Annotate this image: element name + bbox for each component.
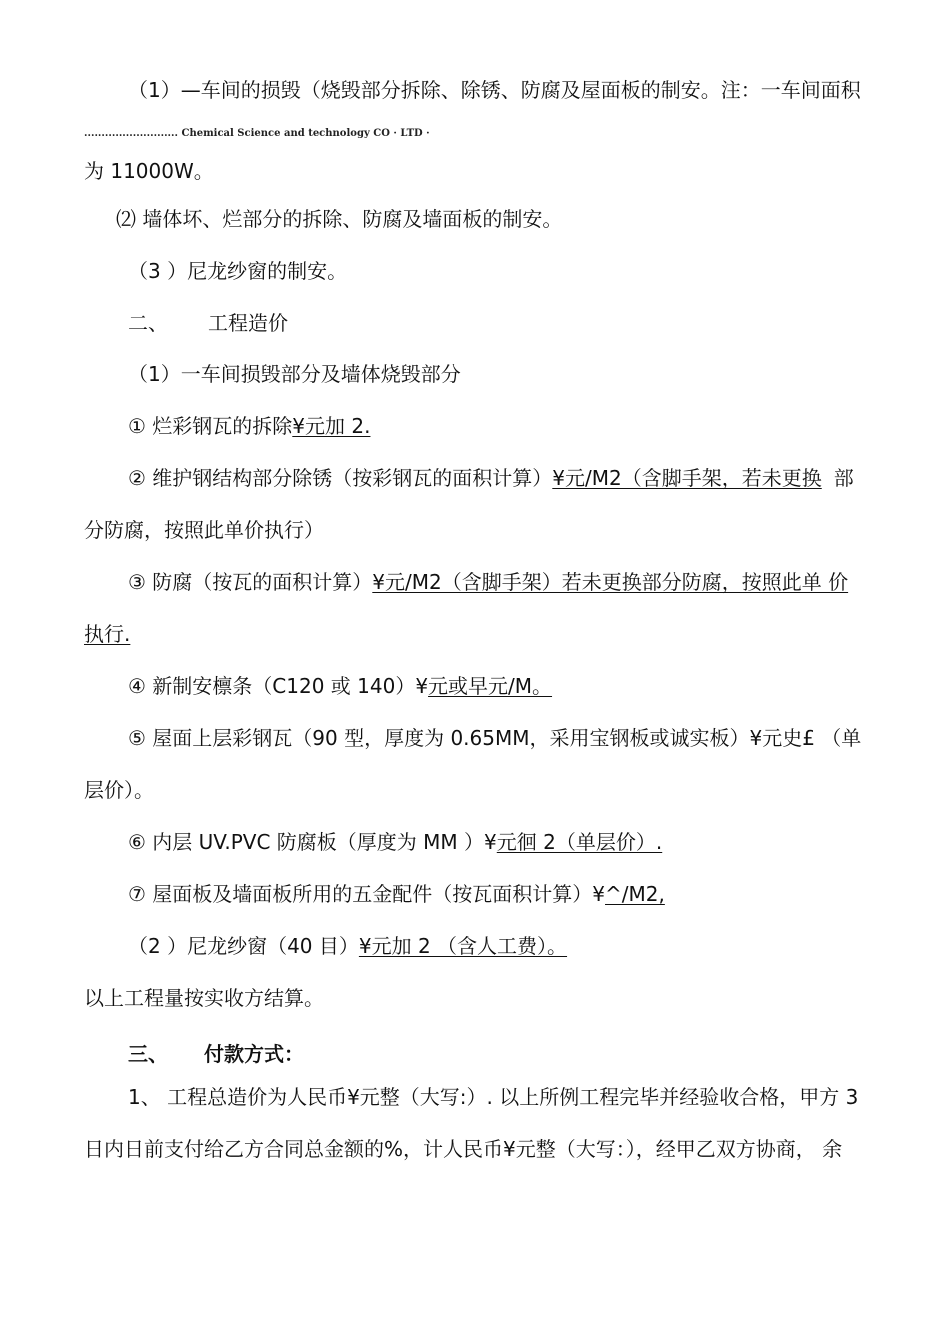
price-item [128,569,848,595]
item-text: ① 烂彩钢瓦的拆除 [128,414,293,438]
item-text: ⑦ 屋面板及墙面板所用的五金配件（按瓦面积计算）¥ [128,882,606,906]
section-heading [128,310,288,336]
item-price: 元或早元/M。 [428,674,553,698]
price-item [128,829,662,855]
item-price: ¥元/M2（含脚手架）若未更换部分防腐，按照此单 价 [372,570,849,594]
text-line: （1）一车间损毁部分及墙体烧毁部分 [128,362,461,386]
section-heading [128,1041,304,1067]
item-price: 元徊 2（单层价）. [496,830,663,854]
item-price: ¥元加 2 （含人工费）。 [358,934,568,958]
item-text: ③ 防腐（按瓦的面积计算） [128,570,373,594]
item-price: ^/M2, [605,882,665,906]
text-line: 1、 工程总造价为人民币¥元整（大写:）. 以上所例工程完毕并经验收合格，甲方 3 [128,1085,859,1109]
text-line: 分防腐，按照此单价执行） [84,518,324,542]
section-title: 付款方式： [204,1042,304,1066]
text-line: 以上工程量按实收方结算。 [84,986,324,1010]
text-line: （3 ）尼龙纱窗的制安。 [128,259,348,283]
item-text: ② 维护钢结构部分除锈（按彩钢瓦的面积计算） [128,466,553,490]
item-text: 部 [833,466,854,490]
text-line: 执行. [84,622,131,646]
price-item [128,881,665,907]
price-item [128,413,370,439]
text-line: （1）—车间的损毁（烧毁部分拆除、除锈、防腐及屋面板的制安。注：一车间面积 [128,78,861,102]
company-watermark: ........................... Chemical Science and technology CO · LTD · [84,128,430,139]
item-text: ④ 新制安檩条（C120 或 140）¥ [128,674,429,698]
price-item [128,673,552,699]
section-number: 三、 [128,1042,168,1066]
text-line: 为 11000W。 [84,159,214,183]
text-line: ⑤ 屋面上层彩钢瓦（90 型，厚度为 0.65MM，采用宝钢板或诚实板）¥元史£ （单 [128,726,862,750]
text-line: ⑵ 墙体坏、烂部分的拆除、防腐及墙面板的制安。 [116,207,563,231]
text-line: 日内日前支付给乙方合同总金额的%，计人民币¥元整（大写：），经甲乙双方协商， 余 [84,1137,843,1161]
text-line: 层价）。 [84,778,154,802]
item-text: （2 ）尼龙纱窗（40 目） [128,934,359,958]
price-item [128,933,567,959]
price-item [128,465,854,491]
item-price: ¥元/M2（含脚手架，若未更换 [552,466,822,490]
item-price: ¥元加 2. [292,414,371,438]
section-number: 二、 [128,311,168,335]
item-text: ⑥ 内层 UV.PVC 防腐板（厚度为 MM ）¥ [128,830,497,854]
section-title: 工程造价 [208,311,288,335]
